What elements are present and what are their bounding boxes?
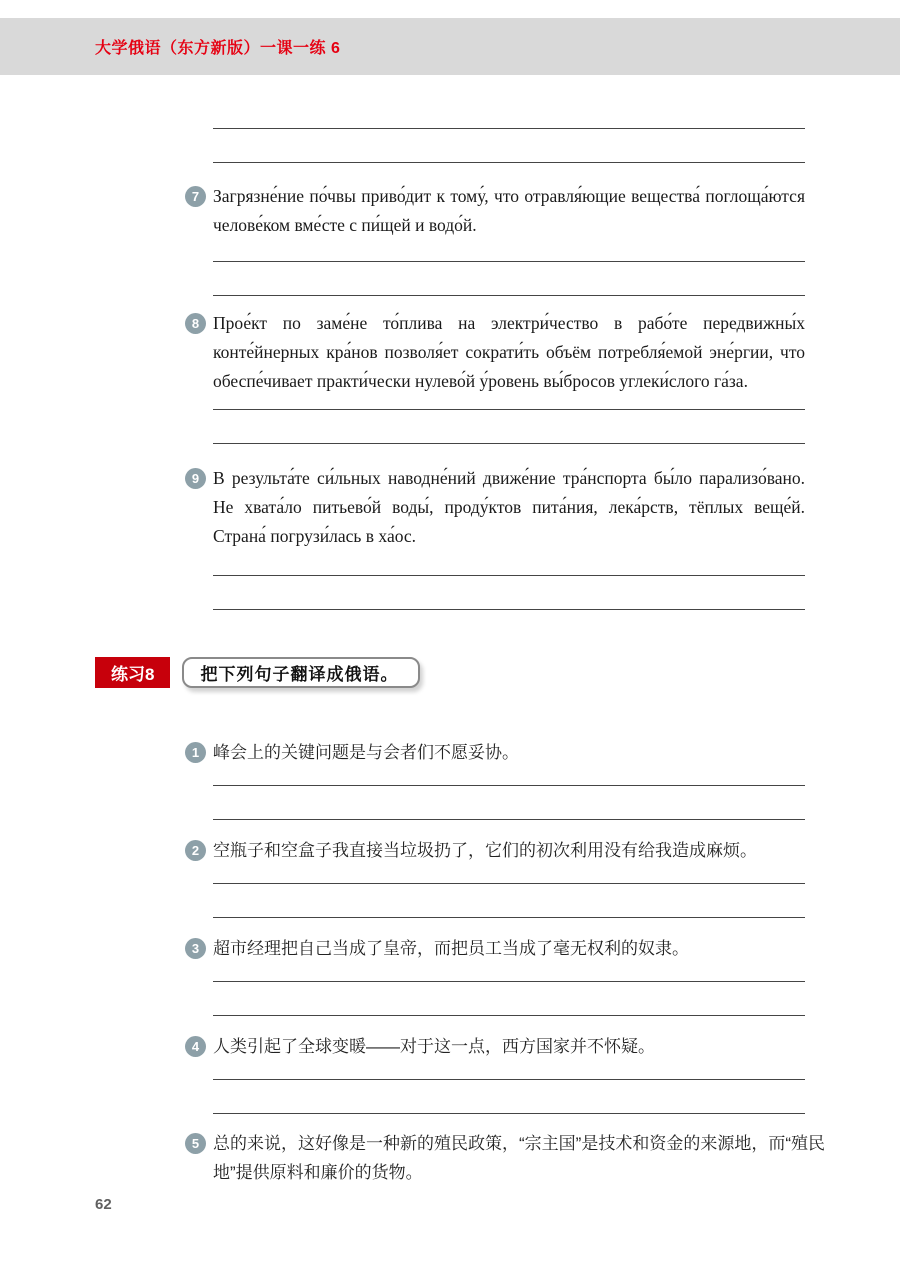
item-text: 超市经理把自己当成了皇帝，而把员工当成了毫无权利的奴隶。 bbox=[213, 939, 689, 958]
writing-line bbox=[213, 917, 805, 918]
writing-lines-top bbox=[185, 128, 805, 163]
page-number: 62 bbox=[95, 1196, 112, 1213]
item-text: В результа́те си́льных наводне́ний движе́ние тра́нспорта бы́ло парализо́вано. Не хвата́ло питьево́й воды́, проду́ктов пита́ния, лека́рств, тёплых веще́й. Страна́ погрузи́лась в ха́ос. bbox=[213, 468, 805, 546]
writing-line bbox=[213, 883, 805, 884]
translation-item-4 bbox=[185, 1032, 805, 1061]
writing-line bbox=[213, 162, 805, 163]
instruction-text: 把下列句子翻译成俄语。 bbox=[200, 665, 399, 684]
page-title: 大学俄语（东方新版）一课一练 6 bbox=[95, 40, 341, 57]
item-text: Загрязне́ние по́чвы приво́дит к тому́, что отравля́ющие вещества́ поглоща́ются челове́ком вме́сте с пи́щей и водо́й. bbox=[213, 186, 805, 235]
page-content bbox=[185, 75, 825, 1187]
section-header bbox=[95, 657, 420, 688]
item-number-badge: 3 bbox=[185, 938, 206, 959]
translation-item-1 bbox=[185, 738, 805, 767]
item-number-badge: 1 bbox=[185, 742, 206, 763]
writing-line bbox=[213, 819, 805, 820]
writing-line bbox=[213, 981, 805, 982]
exercise-item-9 bbox=[185, 464, 805, 551]
header-bar bbox=[0, 18, 900, 75]
exercise-item-7 bbox=[185, 182, 805, 240]
exercise-item-8 bbox=[185, 309, 805, 396]
item-number-badge: 9 bbox=[185, 468, 206, 489]
translation-item-5 bbox=[185, 1129, 825, 1187]
writing-lines bbox=[185, 785, 805, 820]
item-number-badge: 4 bbox=[185, 1036, 206, 1057]
item-text: Прое́кт по заме́не то́плива на электри́чество в рабо́те передвижны́х конте́йнерных кра́нов позволя́ет сократи́ть объём потребля́емой эне́ргии, что обеспе́чивает практи́чески нулево́й у́ровень вы́бросов углеки́слого га́за. bbox=[213, 313, 805, 391]
writing-line bbox=[213, 1015, 805, 1016]
writing-lines bbox=[185, 261, 805, 296]
writing-line bbox=[213, 443, 805, 444]
writing-lines bbox=[185, 409, 805, 444]
item-number-badge: 7 bbox=[185, 186, 206, 207]
translation-item-3 bbox=[185, 934, 805, 963]
writing-line bbox=[213, 1079, 805, 1080]
writing-lines bbox=[185, 575, 805, 610]
section-badge: 练习8 bbox=[95, 657, 170, 688]
item-number-badge: 5 bbox=[185, 1133, 206, 1154]
writing-line bbox=[213, 409, 805, 410]
instruction-box bbox=[182, 657, 420, 688]
writing-lines bbox=[185, 981, 805, 1016]
item-text: 峰会上的关键问题是与会者们不愿妥协。 bbox=[213, 743, 519, 762]
item-text: 人类引起了全球变暖——对于这一点，西方国家并不怀疑。 bbox=[213, 1037, 655, 1056]
writing-line bbox=[213, 128, 805, 129]
writing-line bbox=[213, 1113, 805, 1114]
writing-line bbox=[213, 295, 805, 296]
writing-lines bbox=[185, 883, 805, 918]
writing-line bbox=[213, 261, 805, 262]
writing-lines bbox=[185, 1079, 805, 1114]
item-text: 总的来说，这好像是一种新的殖民政策，“宗主国”是技术和资金的来源地，而“殖民地”提供原料和廉价的货物。 bbox=[213, 1134, 825, 1182]
translation-item-2 bbox=[185, 836, 805, 865]
item-number-badge: 2 bbox=[185, 840, 206, 861]
item-text: 空瓶子和空盒子我直接当垃圾扔了，它们的初次利用没有给我造成麻烦。 bbox=[213, 841, 757, 860]
writing-line bbox=[213, 575, 805, 576]
writing-line bbox=[213, 785, 805, 786]
item-number-badge: 8 bbox=[185, 313, 206, 334]
